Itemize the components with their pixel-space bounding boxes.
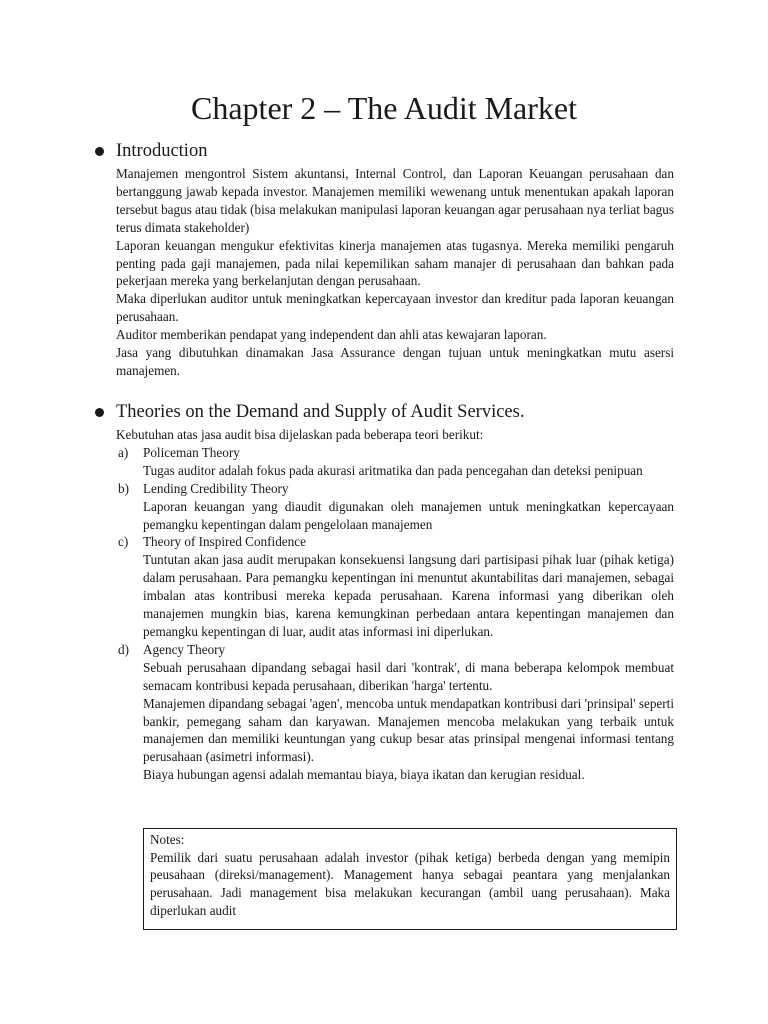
section-heading-theories: Theories on the Demand and Supply of Audit Services.: [116, 402, 525, 422]
theory-list: [116, 444, 674, 784]
theory-text: Tuntutan akan jasa audit merupakan konsekuensi langsung dari partisipasi pihak luar (pihak ketiga) dalam perusahaan. Para pemangku kepentingan ini menuntut akuntabilitas dari manajemen, sebagai imbalan atas kontribusi mereka kepada perusahaan. Karena informasi yang diberikan oleh manajemen mungkin bias, karena kemungkinan perbedaan antara kepentingan manajemen dan pemangku kepentingan di luar, audit atas informasi ini diperlukan.: [143, 552, 674, 639]
theories-intro: Kebutuhan atas jasa audit bisa dijelaskan pada beberapa teori berikut:: [116, 427, 484, 442]
theory-text: Tugas auditor adalah fokus pada akurasi aritmatika dan pada pencegahan dan deteksi penipuan: [143, 462, 643, 478]
section-theories: [116, 400, 674, 784]
theory-title: Policeman Theory: [143, 444, 240, 460]
notes-label: Notes:: [150, 832, 185, 847]
list-item: [116, 641, 674, 784]
theory-text: Manajemen dipandang sebagai 'agen', mencoba untuk mendapatkan kontribusi dari 'prinsipal' seperti bankir, pemegang saham dan karyawan. Manajemen mencoba melakukan yang terbaik untuk manajemen dan memiliki keuntungan yang cukup besar atas prinsipal mengenai informasi tentang perusahaan (asimetri informasi).: [143, 695, 674, 765]
bullet-icon: [95, 408, 104, 417]
theory-text: Sebuah perusahaan dipandang sebagai hasil dari 'kontrak', di mana beberapa kelompok membuat semacam kontribusi kepada perusahaan, diberikan 'harga' tertentu.: [143, 659, 674, 693]
list-marker: d): [118, 641, 129, 657]
notes-text: Pemilik dari suatu perusahaan adalah investor (pihak ketiga) berbeda dengan yang memipin peusahaan (direksi/management). Management hanya sebagai peantara yang menjalankan perusahaan. Jadi management bisa melakukan kecurangan (ambil uang perusahaan). Maka diperlukan audit: [150, 849, 670, 918]
intro-paragraph-3: Maka diperlukan auditor untuk meningkatkan kepercayaan investor dan kreditur pada laporan keuangan perusahaan.: [116, 291, 674, 325]
list-marker: b): [118, 480, 129, 496]
theory-title: Theory of Inspired Confidence: [143, 534, 306, 550]
section-introduction: [116, 139, 674, 380]
notes-box: [143, 828, 677, 930]
theory-title: Lending Credibility Theory: [143, 480, 289, 496]
theory-text: Biaya hubungan agensi adalah memantau biaya, biaya ikatan dan kerugian residual.: [143, 767, 585, 783]
list-item: [116, 533, 674, 640]
theory-title: Agency Theory: [143, 641, 226, 657]
intro-paragraph-5: Jasa yang dibutuhkan dinamakan Jasa Assurance dengan tujuan untuk meningkatkan mutu asersi manajemen.: [116, 345, 674, 378]
list-marker: c): [118, 534, 129, 550]
bullet-icon: [95, 147, 104, 156]
section-heading-introduction: Introduction: [116, 141, 208, 161]
list-marker: a): [118, 444, 129, 460]
intro-paragraph-1: Manajemen mengontrol Sistem akuntansi, Internal Control, dan Laporan Keuangan perusahaan dan bertanggung jawab kepada investor. Manajemen memiliki wewenang untuk menentukan apakah laporan tersebut bagus atau tidak (bisa melakukan manipulasi laporan keuangan agar perusahaan nya terliat bagus terus dimata stakeholder): [116, 166, 674, 235]
theory-text: Laporan keuangan yang diaudit digunakan oleh manajemen untuk meningkatkan kepercayaan pemangku kepentingan dalam pengelolaan manajemen: [143, 498, 674, 532]
list-item: [116, 480, 674, 534]
intro-paragraph-2: Laporan keuangan mengukur efektivitas kinerja manajemen atas tugasnya. Mereka memiliki pengaruh penting pada gaji manajemen, pada nilai kepemilikan saham manajer di perusahaan dan bahkan pada pekerjaan mereka yang berkelanjutan dengan perusahaan.: [116, 237, 674, 289]
intro-paragraph-4: Auditor memberikan pendapat yang independent dan ahli atas kewajaran laporan.: [116, 327, 547, 343]
list-item: [116, 444, 674, 480]
page-title: Chapter 2 – The Audit Market: [191, 90, 577, 126]
